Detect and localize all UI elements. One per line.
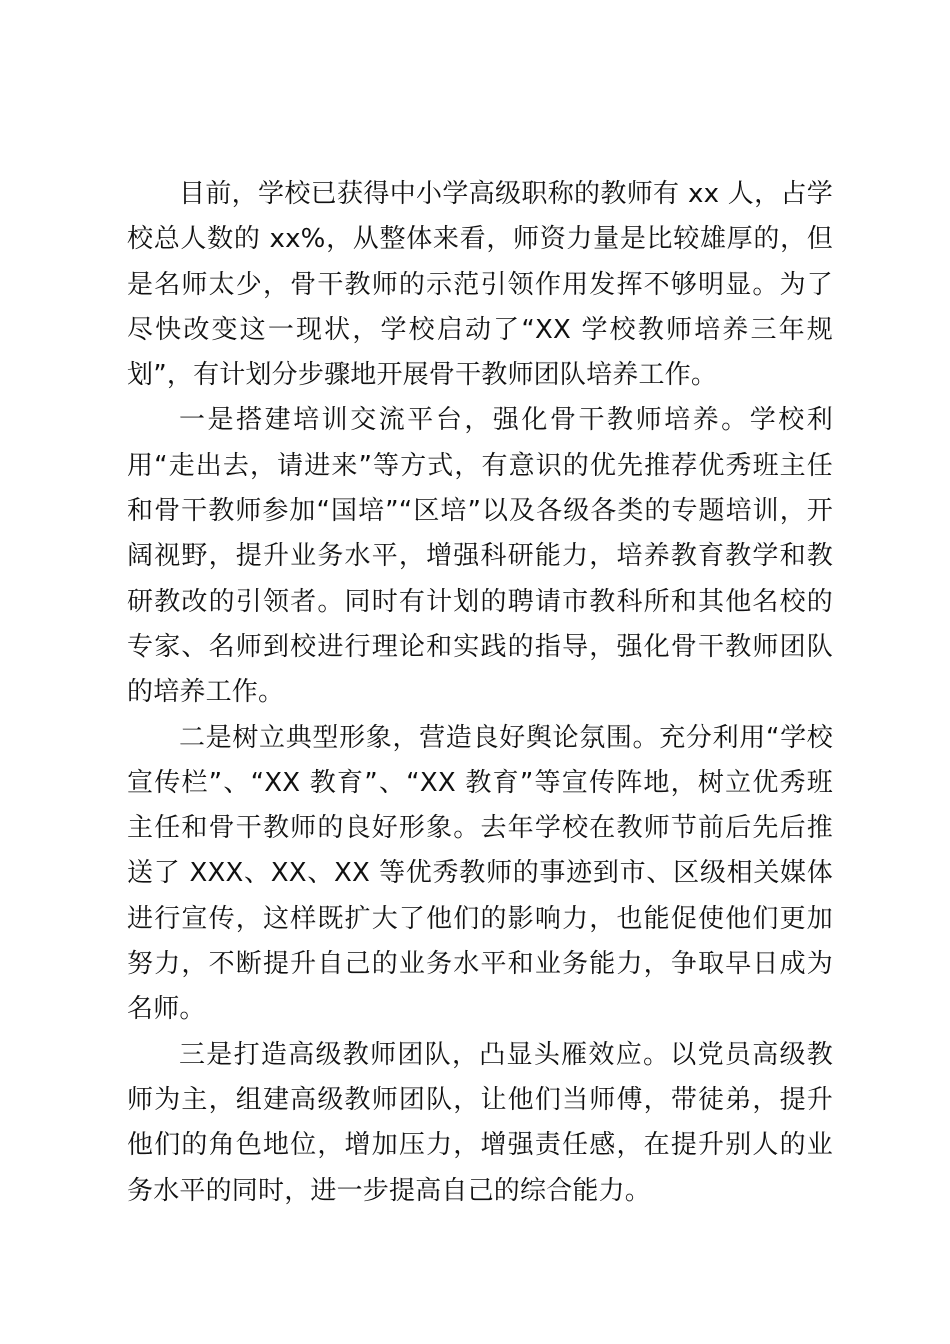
paragraph-senior-teacher-team: 三是打造高级教师团队，凸显头雁效应。以党员高级教师为主，组建高级教师团队，让他们当师傅，带徒弟，提升他们的角色地位，增加压力，增强责任感，在提升别人的业务水平的同时，进一步提高自己的综合能力。 xyxy=(127,1039,833,1206)
paragraph-training-platform: 一是搭建培训交流平台，强化骨干教师培养。学校利用“走出去，请进来”等方式，有意识的优先推荐优秀班主任和骨干教师参加“国培”“区培”以及各级各类的专题培训，开阔视野，提升业务水平，增强科研能力，培养教育教学和教研教改的引领者。同时有计划的聘请市教科所和其他名校的专家、名师到校进行理论和实践的指导，强化骨干教师团队的培养工作。 xyxy=(127,405,833,708)
paragraph-role-models: 二是树立典型形象，营造良好舆论氛围。充分利用“学校宣传栏”、“XX 教育”、“XX 教育”等宣传阵地，树立优秀班主任和骨干教师的良好形象。去年学校在教师节前后先后推送了 XXX、XX、XX 等优秀教师的事迹到市、区级相关媒体进行宣传，这样既扩大了他们的影响力，也能促使他们更加努力，不断提升自己的业务水平和业务能力，争取早日成为名师。 xyxy=(127,722,833,1025)
paragraph-intro: 目前，学校已获得中小学高级职称的教师有 xx 人，占学校总人数的 xx%，从整体来看，师资力量是比较雄厚的，但是名师太少，骨干教师的示范引领作用发挥不够明显。为了尽快改变这一现状，学校启动了“XX 学校教师培养三年规划”，有计划分步骤地开展骨干教师团队培养工作。 xyxy=(127,179,833,391)
document-body xyxy=(127,172,833,1214)
